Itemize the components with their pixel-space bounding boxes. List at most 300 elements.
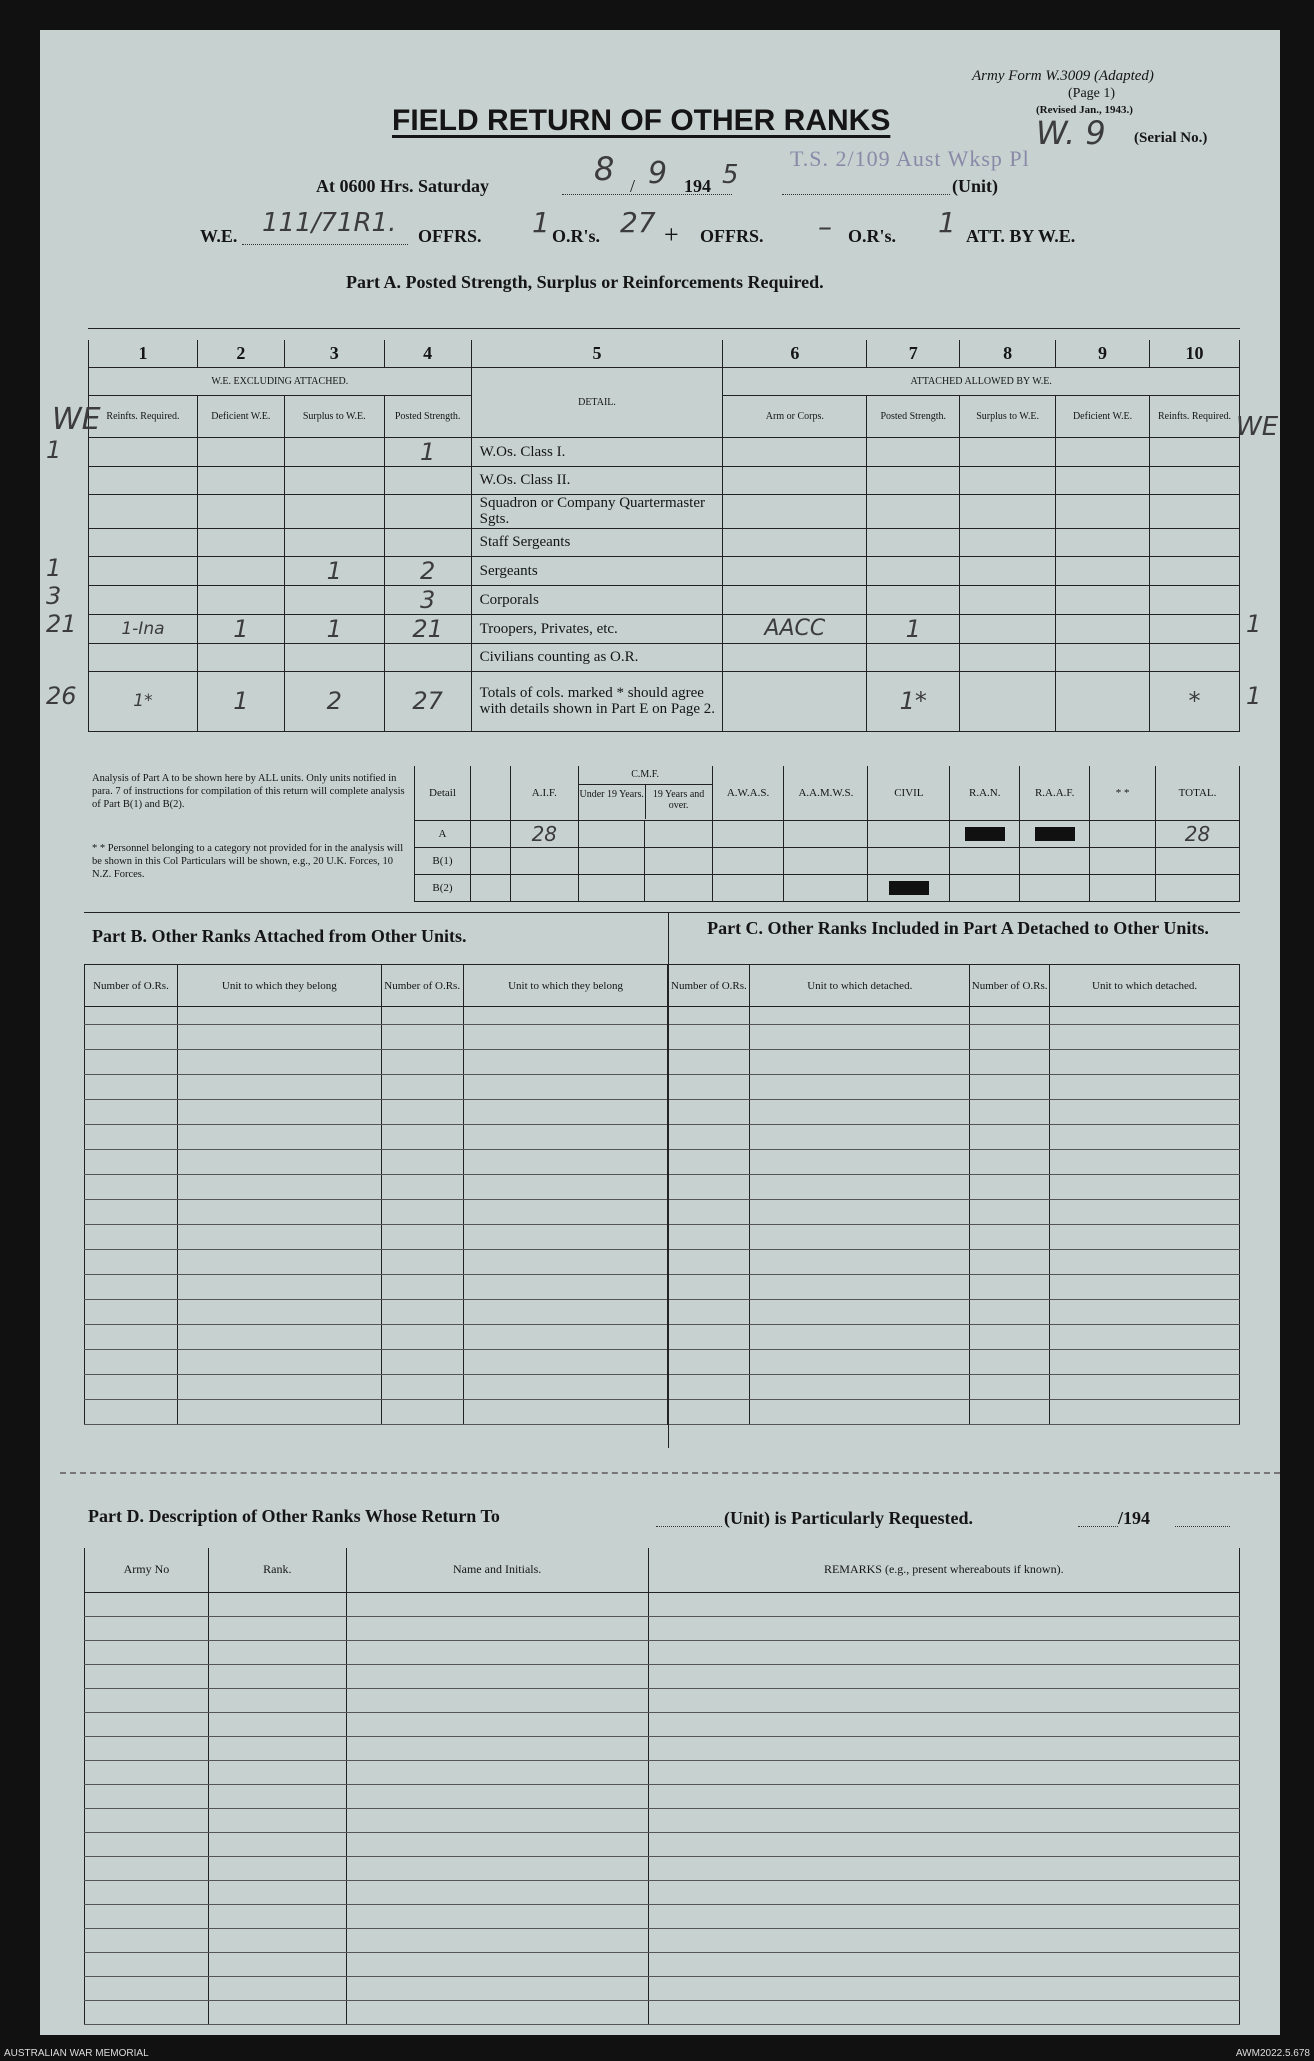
part-bc-cell[interactable] — [1050, 1325, 1240, 1350]
part-d-row — [85, 1928, 1240, 1952]
part-d-cell[interactable] — [346, 1904, 648, 1928]
part-d-cell[interactable] — [346, 1880, 648, 1904]
part-bc-cell[interactable] — [750, 1125, 970, 1150]
margin-we-right: WE — [1236, 412, 1279, 442]
part-d-cell[interactable] — [648, 1736, 1239, 1760]
part-d-cell[interactable] — [208, 1856, 346, 1880]
part-bc-cell[interactable] — [85, 1225, 178, 1250]
part-d-cell[interactable] — [346, 2000, 648, 2024]
part-bc-cell[interactable] — [668, 1075, 750, 1100]
part-a-cell — [1149, 466, 1239, 494]
part-d-cell[interactable] — [648, 1640, 1239, 1664]
part-bc-row — [85, 1300, 1240, 1325]
part-d-cell[interactable] — [346, 1952, 648, 1976]
part-bc-cell[interactable] — [1050, 1100, 1240, 1125]
part-bc-cell[interactable] — [381, 1300, 463, 1325]
part-d-col-rank: Rank. — [208, 1548, 346, 1592]
part-bc-cell[interactable] — [668, 1300, 750, 1325]
part-bc-cell[interactable] — [668, 1050, 750, 1075]
part-d-cell[interactable] — [85, 1784, 209, 1808]
part-a-cell — [384, 494, 471, 528]
part-bc-cell[interactable] — [750, 1375, 970, 1400]
part-d-cell[interactable] — [648, 1616, 1239, 1640]
part-d-row — [85, 1640, 1240, 1664]
part-a-cell — [1149, 585, 1239, 614]
part-bc-cell[interactable] — [85, 1375, 178, 1400]
redaction-block — [889, 881, 929, 895]
part-d-cell[interactable] — [85, 1952, 209, 1976]
part-bc-cell[interactable] — [970, 1050, 1050, 1075]
part-bc-cell[interactable] — [668, 1125, 750, 1150]
part-bc-cell[interactable] — [85, 1350, 178, 1375]
part-d-cell[interactable] — [648, 2000, 1239, 2024]
part-a-cell — [960, 556, 1056, 585]
part-bc-cell[interactable] — [85, 1150, 178, 1175]
part-d-cell[interactable] — [346, 1616, 648, 1640]
part-d-heading-end: /194 — [1118, 1508, 1151, 1528]
part-d-cell[interactable] — [648, 1808, 1239, 1832]
analysis-awas: A.W.A.S. — [712, 766, 784, 820]
part-bc-cell[interactable] — [381, 1100, 463, 1125]
part-bc-cell[interactable] — [85, 1007, 178, 1025]
part-d-cell[interactable] — [85, 1904, 209, 1928]
part-d-row — [85, 1736, 1240, 1760]
part-bc-cell[interactable] — [750, 1075, 970, 1100]
part-a-cell — [1056, 528, 1150, 556]
part-bc-cell[interactable] — [177, 1325, 381, 1350]
part-bc-cell[interactable] — [177, 1025, 381, 1050]
part-d-cell[interactable] — [85, 1880, 209, 1904]
part-d-cell[interactable] — [208, 1928, 346, 1952]
part-d-cell[interactable] — [346, 1760, 648, 1784]
part-d-cell[interactable] — [208, 1712, 346, 1736]
analysis-cmf-group — [578, 766, 712, 820]
part-d-cell[interactable] — [648, 1832, 1239, 1856]
part-a-detail: Troopers, Privates, etc. — [471, 614, 723, 643]
part-d-cell[interactable] — [648, 1880, 1239, 1904]
part-bc-cell[interactable] — [177, 1075, 381, 1100]
part-a-cell — [723, 494, 867, 528]
part-bc-cell[interactable] — [750, 1175, 970, 1200]
part-d-cell[interactable] — [85, 2000, 209, 2024]
part-bc-cell[interactable] — [668, 1100, 750, 1125]
part-d-cell[interactable] — [346, 1640, 648, 1664]
part-bc-cell[interactable] — [381, 1275, 463, 1300]
part-bc-cell[interactable] — [1050, 1250, 1240, 1275]
part-d-cell[interactable] — [85, 1928, 209, 1952]
part-d-cell[interactable] — [648, 1952, 1239, 1976]
part-bc-cell[interactable] — [85, 1200, 178, 1225]
we-value: 111/71R1. — [262, 208, 397, 238]
part-bc-cell[interactable] — [85, 1025, 178, 1050]
part-d-cell[interactable] — [85, 1688, 209, 1712]
part-bc-cell[interactable] — [381, 1150, 463, 1175]
part-d-cell[interactable] — [208, 1904, 346, 1928]
part-a-cell — [284, 466, 384, 494]
part-bc-cell[interactable] — [970, 1300, 1050, 1325]
part-bc-cell[interactable] — [463, 1025, 668, 1050]
part-a-cell — [284, 528, 384, 556]
part-bc-cell[interactable] — [750, 1150, 970, 1175]
part-bc-cell[interactable] — [85, 1300, 178, 1325]
part-bc-cell[interactable] — [668, 1150, 750, 1175]
part-bc-cell[interactable] — [1050, 1400, 1240, 1425]
part-d-cell[interactable] — [648, 1928, 1239, 1952]
part-d-cell[interactable] — [208, 1664, 346, 1688]
part-d-cell[interactable] — [85, 1592, 209, 1616]
part-bc-cell[interactable] — [668, 1025, 750, 1050]
part-a-cell — [867, 585, 960, 614]
part-d-cell[interactable] — [346, 1688, 648, 1712]
part-bc-cell[interactable] — [750, 1050, 970, 1075]
part-bc-cell[interactable] — [177, 1125, 381, 1150]
part-bc-cell[interactable] — [85, 1325, 178, 1350]
part-bc-cell[interactable] — [668, 1175, 750, 1200]
header-arm: Arm or Corps. — [723, 395, 867, 437]
part-bc-cell[interactable] — [85, 1175, 178, 1200]
part-bc-cell[interactable] — [177, 1350, 381, 1375]
part-bc-cell[interactable] — [381, 1225, 463, 1250]
part-a-cell: 2 — [284, 671, 384, 731]
part-bc-cell[interactable] — [750, 1225, 970, 1250]
part-d-cell[interactable] — [208, 1976, 346, 2000]
part-bc-cell[interactable] — [177, 1375, 381, 1400]
part-d-cell[interactable] — [208, 1616, 346, 1640]
part-bc-cell[interactable] — [750, 1300, 970, 1325]
analysis-cell — [644, 847, 712, 874]
part-bc-cell[interactable] — [668, 1275, 750, 1300]
part-bc-cell[interactable] — [177, 1400, 381, 1425]
margin-figure: 21 — [46, 610, 77, 638]
part-d-cell[interactable] — [346, 1736, 648, 1760]
part-bc-cell[interactable] — [1050, 1200, 1240, 1225]
part-bc-cell[interactable] — [668, 1007, 750, 1025]
part-a-row — [89, 494, 1240, 528]
part-bc-cell[interactable] — [970, 1225, 1050, 1250]
part-bc-cell[interactable] — [463, 1325, 668, 1350]
part-a-row — [89, 437, 1240, 466]
part-bc-cell[interactable] — [970, 1400, 1050, 1425]
part-d-cell[interactable] — [648, 1904, 1239, 1928]
analysis-row-label: B(1) — [415, 847, 471, 874]
part-bc-cell[interactable] — [970, 1125, 1050, 1150]
part-bc-row — [85, 1075, 1240, 1100]
part-bc-cell[interactable] — [177, 1200, 381, 1225]
part-d-cell[interactable] — [208, 1592, 346, 1616]
part-d-cell[interactable] — [346, 1856, 648, 1880]
part-bc-cell[interactable] — [381, 1250, 463, 1275]
analysis-detail-header: Detail — [415, 766, 471, 820]
part-bc-cell[interactable] — [463, 1225, 668, 1250]
part-d-cell[interactable] — [85, 1856, 209, 1880]
part-bc-cell[interactable] — [85, 1250, 178, 1275]
part-a-cell — [1149, 556, 1239, 585]
part-bc-cell[interactable] — [970, 1175, 1050, 1200]
part-b-col-unit: Unit to which they belong — [177, 965, 381, 1007]
analysis-cell — [1090, 874, 1156, 901]
part-bc-cell[interactable] — [970, 1200, 1050, 1225]
part-bc-cell[interactable] — [1050, 1275, 1240, 1300]
analysis-under19: Under 19 Years. — [579, 785, 646, 819]
part-bc-row — [85, 1225, 1240, 1250]
ors-value: 27 — [620, 206, 656, 239]
part-bc-cell[interactable] — [381, 1350, 463, 1375]
part-bc-cell[interactable] — [85, 1100, 178, 1125]
part-bc-cell[interactable] — [177, 1150, 381, 1175]
part-bc-cell[interactable] — [750, 1400, 970, 1425]
part-bc-cell[interactable] — [970, 1325, 1050, 1350]
part-bc-cell[interactable] — [85, 1050, 178, 1075]
detail-header: DETAIL. — [471, 367, 723, 437]
part-bc-cell[interactable] — [750, 1100, 970, 1125]
part-a-cell: 1 — [197, 614, 284, 643]
part-bc-cell[interactable] — [463, 1200, 668, 1225]
part-bc-cell[interactable] — [970, 1025, 1050, 1050]
part-bc-cell[interactable] — [970, 1075, 1050, 1100]
part-d-cell[interactable] — [208, 2000, 346, 2024]
part-bc-cell[interactable] — [381, 1050, 463, 1075]
analysis-row — [415, 847, 1240, 874]
part-bc-cell[interactable] — [750, 1025, 970, 1050]
analysis-aamws: A.A.M.W.S. — [784, 766, 868, 820]
part-bc-cell[interactable] — [381, 1375, 463, 1400]
part-d-cell[interactable] — [85, 1640, 209, 1664]
part-d-cell[interactable] — [208, 1784, 346, 1808]
analysis-cell — [950, 874, 1020, 901]
part-a-cell — [1149, 437, 1239, 466]
col-num: 1 — [89, 340, 198, 367]
part-bc-cell[interactable] — [463, 1125, 668, 1150]
part-bc-cell[interactable] — [463, 1300, 668, 1325]
part-bc-row — [85, 1100, 1240, 1125]
analysis-cell — [644, 874, 712, 901]
part-bc-cell[interactable] — [970, 1275, 1050, 1300]
part-a-cell: AACC — [723, 614, 867, 643]
part-bc-cell[interactable] — [463, 1007, 668, 1025]
part-bc-cell[interactable] — [463, 1150, 668, 1175]
ors2-value: 1 — [938, 206, 956, 239]
part-d-cell[interactable] — [346, 1928, 648, 1952]
part-d-year-line — [1175, 1526, 1230, 1527]
part-bc-cell[interactable] — [177, 1100, 381, 1125]
group-right-header: ATTACHED ALLOWED BY W.E. — [723, 367, 1240, 395]
part-bc-cell[interactable] — [1050, 1007, 1240, 1025]
part-bc-cell[interactable] — [177, 1050, 381, 1075]
part-bc-row — [85, 1325, 1240, 1350]
part-bc-cell[interactable] — [177, 1225, 381, 1250]
part-bc-cell[interactable] — [381, 1125, 463, 1150]
part-b-col-number: Number of O.Rs. — [85, 965, 178, 1007]
part-bc-cell[interactable] — [463, 1350, 668, 1375]
part-bc-cell[interactable] — [381, 1007, 463, 1025]
part-bc-cell[interactable] — [668, 1250, 750, 1275]
part-bc-cell[interactable] — [668, 1325, 750, 1350]
part-d-cell[interactable] — [648, 1856, 1239, 1880]
part-d-row — [85, 1616, 1240, 1640]
part-d-cell[interactable] — [346, 1976, 648, 2000]
part-d-cell[interactable] — [85, 1808, 209, 1832]
part-d-cell[interactable] — [648, 1784, 1239, 1808]
part-d-cell[interactable] — [85, 1616, 209, 1640]
part-a-cell: 1* — [89, 671, 198, 731]
part-bc-cell[interactable] — [85, 1125, 178, 1150]
part-d-cell[interactable] — [208, 1880, 346, 1904]
part-d-cell[interactable] — [208, 1640, 346, 1664]
part-d-cell[interactable] — [346, 1808, 648, 1832]
part-a-cell — [960, 614, 1056, 643]
part-bc-cell[interactable] — [668, 1200, 750, 1225]
part-bc-cell[interactable] — [463, 1075, 668, 1100]
column-number-row — [89, 340, 1240, 367]
analysis-cell — [1020, 847, 1090, 874]
part-bc-cell[interactable] — [750, 1325, 970, 1350]
part-bc-cell[interactable] — [1050, 1075, 1240, 1100]
part-bc-cell[interactable] — [1050, 1125, 1240, 1150]
part-bc-cell[interactable] — [177, 1175, 381, 1200]
part-d-cell[interactable] — [85, 1832, 209, 1856]
part-bc-cell[interactable] — [750, 1350, 970, 1375]
part-bc-cell[interactable] — [381, 1200, 463, 1225]
part-a-cell: 1 — [197, 671, 284, 731]
part-bc-cell[interactable] — [668, 1225, 750, 1250]
offrs-value: 1 — [532, 206, 550, 239]
part-d-cell[interactable] — [208, 1832, 346, 1856]
part-bc-cell[interactable] — [970, 1150, 1050, 1175]
part-bc-cell[interactable] — [85, 1400, 178, 1425]
analysis-cell — [1156, 847, 1240, 874]
part-bc-cell[interactable] — [970, 1100, 1050, 1125]
part-d-cell[interactable] — [208, 1688, 346, 1712]
part-a-cell — [960, 494, 1056, 528]
part-bc-cell[interactable] — [1050, 1150, 1240, 1175]
ors-label: O.R's. — [552, 226, 601, 246]
part-a-cell — [1056, 437, 1150, 466]
part-d-cell[interactable] — [648, 1664, 1239, 1688]
part-d-cell[interactable] — [648, 1976, 1239, 2000]
part-a-detail: W.Os. Class II. — [471, 466, 723, 494]
part-d-cell[interactable] — [648, 1592, 1239, 1616]
part-bc-cell[interactable] — [1050, 1175, 1240, 1200]
margin-figure: 1 — [46, 554, 62, 582]
part-a-detail: Staff Sergeants — [471, 528, 723, 556]
redaction-block — [1035, 827, 1075, 841]
part-d-cell[interactable] — [85, 1736, 209, 1760]
part-a-cell — [1149, 643, 1239, 671]
part-bc-cell[interactable] — [463, 1250, 668, 1275]
analysis-cell — [1020, 874, 1090, 901]
part-a-cell — [89, 556, 198, 585]
part-d-cell[interactable] — [346, 1832, 648, 1856]
part-a-cell — [89, 643, 198, 671]
part-d-cell[interactable] — [208, 1952, 346, 1976]
part-bc-cell[interactable] — [750, 1007, 970, 1025]
we-label: W.E. — [200, 226, 238, 246]
part-bc-cell[interactable] — [463, 1175, 668, 1200]
part-bc-cell[interactable] — [668, 1375, 750, 1400]
part-d-cell[interactable] — [346, 1712, 648, 1736]
part-bc-cell[interactable] — [177, 1250, 381, 1275]
part-d-cell[interactable] — [85, 1664, 209, 1688]
analysis-row-label: A — [415, 820, 471, 847]
part-d-cell[interactable] — [648, 1712, 1239, 1736]
part-bc-cell[interactable] — [750, 1200, 970, 1225]
part-d-heading: Part D. Description of Other Ranks Whose Return To — [88, 1506, 500, 1526]
part-a-cell — [89, 494, 198, 528]
part-bc-cell[interactable] — [381, 1325, 463, 1350]
part-d-cell[interactable] — [208, 1736, 346, 1760]
part-a-cell — [723, 466, 867, 494]
part-a-cell — [1056, 643, 1150, 671]
part-bc-cell[interactable] — [1050, 1225, 1240, 1250]
part-d-cell[interactable] — [208, 1808, 346, 1832]
part-bc-cell[interactable] — [750, 1250, 970, 1275]
part-bc-cell[interactable] — [177, 1300, 381, 1325]
part-bc-cell[interactable] — [381, 1400, 463, 1425]
analysis-row-label: B(2) — [415, 874, 471, 901]
part-a-cell — [1149, 528, 1239, 556]
part-bc-cell[interactable] — [463, 1400, 668, 1425]
part-bc-cell[interactable] — [970, 1250, 1050, 1275]
part-d-cell[interactable] — [85, 1712, 209, 1736]
part-a-row — [89, 528, 1240, 556]
part-bc-cell[interactable] — [463, 1375, 668, 1400]
part-bc-cell[interactable] — [85, 1075, 178, 1100]
part-d-cell[interactable] — [85, 1760, 209, 1784]
part-bc-cell[interactable] — [463, 1275, 668, 1300]
part-d-row — [85, 1904, 1240, 1928]
part-bc-row — [85, 1375, 1240, 1400]
part-bc-cell[interactable] — [1050, 1350, 1240, 1375]
date-day: 8 — [594, 150, 615, 188]
part-bc-cell[interactable] — [463, 1100, 668, 1125]
part-bc-cell[interactable] — [381, 1025, 463, 1050]
part-a-row — [89, 556, 1240, 585]
form-revised: (Revised Jan., 1943.) — [1036, 104, 1133, 116]
part-bc-cell[interactable] — [85, 1275, 178, 1300]
part-bc-cell[interactable] — [463, 1050, 668, 1075]
part-bc-cell[interactable] — [970, 1350, 1050, 1375]
col-num: 2 — [197, 340, 284, 367]
part-a-cell — [867, 494, 960, 528]
part-bc-cell[interactable] — [1050, 1300, 1240, 1325]
analysis-cell — [644, 820, 712, 847]
part-d-cell[interactable] — [85, 1976, 209, 2000]
part-bc-cell[interactable] — [668, 1350, 750, 1375]
part-d-cell[interactable] — [648, 1688, 1239, 1712]
part-bc-cell[interactable] — [381, 1075, 463, 1100]
part-bc-cell[interactable] — [970, 1375, 1050, 1400]
part-bc-cell[interactable] — [1050, 1050, 1240, 1075]
part-bc-cell[interactable] — [381, 1175, 463, 1200]
part-bc-cell[interactable] — [177, 1007, 381, 1025]
analysis-cell — [712, 847, 784, 874]
part-d-heading-mid: (Unit) is Particularly Requested. — [724, 1508, 973, 1528]
part-bc-cell[interactable] — [177, 1275, 381, 1300]
part-a-cell — [960, 585, 1056, 614]
part-d-cell[interactable] — [648, 1760, 1239, 1784]
part-bc-cell[interactable] — [668, 1400, 750, 1425]
part-d-row — [85, 1760, 1240, 1784]
part-d-cell[interactable] — [346, 1784, 648, 1808]
part-bc-cell[interactable] — [1050, 1025, 1240, 1050]
part-d-cell[interactable] — [208, 1760, 346, 1784]
part-d-cell[interactable] — [346, 1592, 648, 1616]
part-bc-cell[interactable] — [970, 1007, 1050, 1025]
part-bc-cell[interactable] — [750, 1275, 970, 1300]
part-a-detail: Totals of cols. marked * should agree with details shown in Part E on Page 2. — [471, 671, 723, 731]
part-d-cell[interactable] — [346, 1664, 648, 1688]
part-bc-cell[interactable] — [1050, 1375, 1240, 1400]
